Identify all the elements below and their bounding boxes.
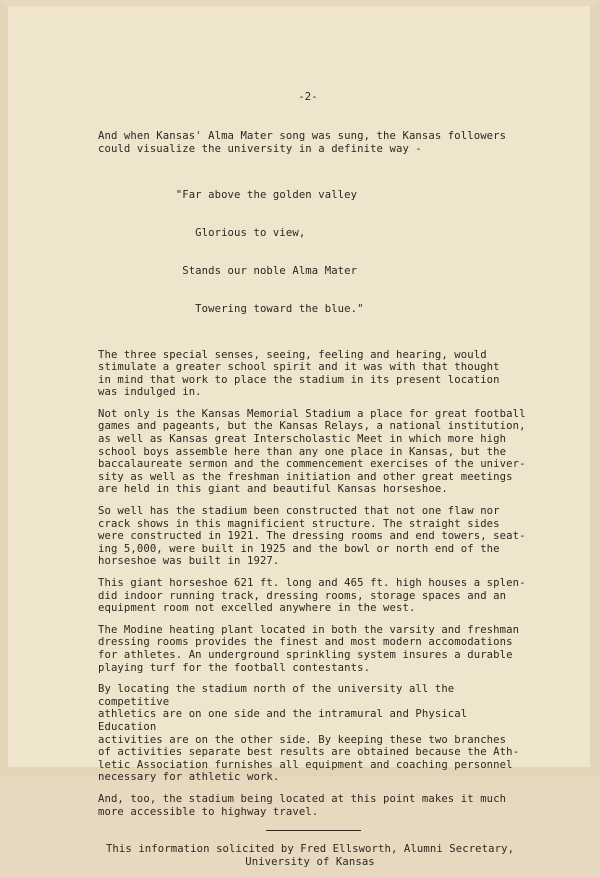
intro-paragraph: And when Kansas' Alma Mater song was sung, the Kansas followers could visualize the university in a definite way - [98,130,507,155]
verse-line: Towering toward the blue." [98,302,364,315]
highway-paragraph: And, too, the stadium being located at this point makes it much more accessible to highway travel. [98,792,507,818]
uses-paragraph: Not only is the Kansas Memorial Stadium a place for great football games and pageants, but the Kansas Relays, a national institution, as well as Kansas great Interscholastic Meet in which more high school boys assemble here than any one place in Kansas, but the baccalaureate sermon and the commencement exercises of the univer- sity as well as the freshman initiation and other great meetings are held in this giant and beautiful Kansas horseshoe. [98,407,526,496]
credit-note: This information solicited by Fred Ellsworth, Alumni Secretary, University of Kansas [105,843,515,868]
document-body [98,130,528,877]
verse-line: Stands our noble Alma Mater [98,264,358,277]
verse-line: "Far above the golden valley [98,189,358,202]
verse-line: Glorious to view, [98,227,306,240]
construction-paragraph: So well has the stadium been constructed that not one flaw nor crack shows in this magnificient structure. The straight sides were constructed in 1921. The dressing rooms and end towers, seat- ing 5,000, were built in 1925 and the bowl or north end of the horseshoe was built in 1927. [98,505,526,568]
alma-mater-verse [98,164,528,340]
location-paragraph: By locating the stadium north of the university all the competitive athletics are on one side and the intramural and Physical Education activities are on the other side. By keeping these two branches of activities separate best results are obtained because the Ath- letic Association furnishes all equipment and coaching personnel necessary for athletic work. [98,683,520,784]
heating-paragraph: The Modine heating plant located in both the varsity and freshman dressing rooms provides the finest and most modern accomodations for athletes. An underground sprinkling system insures a durable playing turf for the football contestants. [98,623,520,674]
senses-paragraph: The three special senses, seeing, feeling and hearing, would stimulate a greater school spirit and it was with that thought in mind that work to place the stadium in its present location was indulged in. [98,348,500,399]
divider-rule [266,830,361,831]
dimensions-paragraph: This giant horseshoe 621 ft. long and 465 ft. high houses a splen- did indoor running track, dressing rooms, storage spaces and an equipment room not excelled anywhere in the west. [98,577,526,615]
page-number: -2- [298,91,318,103]
